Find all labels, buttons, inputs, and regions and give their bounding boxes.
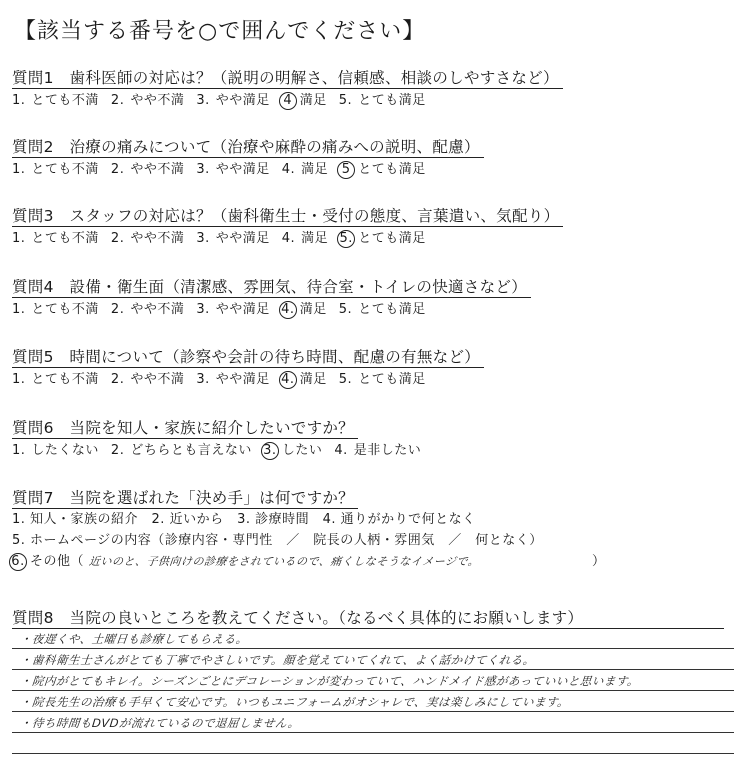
question-7-title: 質問7 当院を選ばれた「決め手」は何ですか？ [12,488,358,509]
option-label: したくない [31,443,99,458]
option-number: 4. [334,443,348,458]
answer-option[interactable] [339,300,426,320]
answer-option[interactable] [340,160,426,180]
option-label: 満足 [299,302,327,317]
selected-circle-mark: 4. [279,301,297,319]
option-number: 3. [196,372,210,387]
question-title: 質問2 治療の痛みについて（治療や麻酔の痛みへの説明、配慮） [12,137,484,158]
option-number: 4. [281,162,296,177]
question-title: 質問3 スタッフの対応は？（歯科衛生士・受付の態度、言葉遣い、気配り） [12,206,563,227]
option-number: 1. [12,162,26,177]
option-label: とても不満 [31,231,99,246]
answer-option[interactable] [282,91,327,111]
question-6 [12,418,734,461]
option-label: 是非したい [353,443,422,458]
option-label: 満足 [301,231,329,246]
question-7 [12,488,734,573]
question-3 [12,206,734,249]
answer-options [12,91,734,111]
answer-option[interactable] [196,370,269,390]
answer-option[interactable] [111,91,184,111]
answer-option[interactable] [196,160,269,180]
option-number: 1. [12,372,26,387]
option-number: 1. [12,443,26,458]
page-title: 【該当する番号を○で囲んでください】 [14,19,426,44]
question-1 [12,68,734,111]
option-label: やや満足 [215,231,270,246]
question-7-other [12,551,734,573]
handwritten-comment: ・夜遅くや、土曜日も診療してもらえる。 [19,632,249,646]
answer-option[interactable] [282,229,328,249]
selected-circle-mark: 5 [337,161,355,179]
question-7-options-line2: 5. ホームページの内容（診療内容・専門性 ／ 院長の人柄・雰囲気 ／ 何となく） [12,533,543,548]
option-number: 4. [281,231,296,246]
question-title: 質問5 時間について（診察や会計の待ち時間、配慮の有無など） [12,347,484,368]
answer-option[interactable] [12,160,99,180]
answer-option[interactable] [111,229,184,249]
handwritten-comment: ・院内がとてもキレイ。シーズンごとにデコレーションが変わっていて、ハンドメイド感があっていいと思います。 [19,674,640,688]
comment-line [12,691,734,712]
selected-circle-mark[interactable]: 6. [9,553,27,571]
comment-line-blank [12,733,734,754]
option-label: とても満足 [358,162,426,177]
handwritten-comment: ・院長先生の治療も手早くて安心です。いつもユニフォームがオシャレで、実は楽しみにしています。 [19,695,570,709]
answer-option[interactable] [196,300,269,320]
option-label: やや満足 [215,372,270,387]
comment-line [12,628,734,649]
comment-line [12,670,734,691]
option-label: とても満足 [358,372,426,387]
answer-option[interactable] [339,91,426,111]
option-label: やや不満 [130,162,185,177]
answer-option[interactable] [111,441,252,461]
answer-option[interactable] [111,160,184,180]
option-number: 2. [110,443,125,458]
option-label: どちらとも言えない [130,443,252,458]
option-number: 2. [110,372,125,387]
answer-option[interactable] [196,91,269,111]
answer-options [12,441,734,461]
option-number: 2. [110,302,125,317]
option-label: とても不満 [31,162,99,177]
option-label: とても不満 [31,372,99,387]
answer-option[interactable] [282,370,327,390]
option-label: やや不満 [130,231,185,246]
answer-option[interactable] [12,229,99,249]
question-title: 質問4 設備・衛生面（清潔感、雰囲気、待合室・トイレの快適さなど） [12,277,531,298]
option-number: 3. [196,162,210,177]
option-label: 満足 [301,162,329,177]
answer-option[interactable] [12,300,99,320]
option-number: 1. [12,231,26,246]
question-title: 質問6 当院を知人・家族に紹介したいですか？ [12,418,358,439]
question-7-options-line1: 1. 知人・家族の紹介 2. 近いから 3. 診療時間 4. 通りがかりで何となく [12,512,476,527]
option-label: やや満足 [215,302,270,317]
option-label: やや不満 [130,302,185,317]
option-label: とても満足 [358,302,426,317]
selected-circle-mark: 4 [279,92,297,110]
option-label: やや満足 [215,162,270,177]
answer-options [12,160,734,180]
option-number: 5. [338,372,353,387]
question-8 [12,608,734,629]
selected-circle-mark: 4. [279,371,297,389]
option-number: 3. [196,93,210,108]
option-label: したい [281,443,323,458]
option-number: 2. [110,93,125,108]
comment-line [12,649,734,670]
answer-option[interactable] [340,229,426,249]
option-number: 1. [12,93,26,108]
answer-options [12,229,734,249]
option-number: 2. [110,231,125,246]
option-number: 2. [110,162,125,177]
option-number: 5. [338,302,353,317]
option-label: とても不満 [31,93,99,108]
question-5 [12,347,734,390]
question-4 [12,277,734,320]
question-2 [12,137,734,180]
question-7-other-close: ） [592,554,606,569]
answer-option[interactable] [12,441,99,461]
comment-lines [12,628,734,754]
option-number: 1. [12,302,26,317]
answer-option[interactable] [196,229,269,249]
option-label: やや不満 [130,372,185,387]
question-8-title: 質問8 当院の良いところを教えてください。（なるべく具体的にお願いします） [12,608,724,629]
answer-option[interactable] [334,441,421,461]
option-number: 5. [338,93,353,108]
handwritten-comment: ・待ち時間もDVDが流れているので退屈しません。 [19,716,301,730]
option-label: とても不満 [31,302,99,317]
option-label: やや満足 [215,93,270,108]
answer-option[interactable] [264,441,323,461]
answer-options [12,300,734,320]
handwritten-comment: ・歯科衛生士さんがとても丁寧でやさしいです。顔を覚えていてくれて、よく話かけてくれる。 [19,653,536,667]
answer-option[interactable] [282,160,328,180]
question-7-other-label: その他（ [30,554,85,569]
selected-circle-mark: 5. [337,230,355,248]
handwritten-other-answer: 近いのと、子供向けの診療をされているので、痛くしなそうなイメージで。 [88,555,480,568]
option-label: 満足 [299,372,327,387]
answer-option[interactable] [339,370,426,390]
selected-circle-mark: 3. [261,442,279,460]
answer-option[interactable] [282,300,327,320]
option-label: 満足 [299,93,327,108]
answer-option[interactable] [111,370,184,390]
option-number: 3. [196,231,210,246]
answer-option[interactable] [12,370,99,390]
option-number: 3. [196,302,210,317]
option-label: とても満足 [358,93,426,108]
comment-line [12,712,734,733]
option-label: やや不満 [130,93,185,108]
answer-options [12,370,734,390]
question-title: 質問1 歯科医師の対応は？（説明の明解さ、信頼感、相談のしやすさなど） [12,68,563,89]
answer-option[interactable] [12,91,99,111]
option-label: とても満足 [358,231,426,246]
answer-option[interactable] [111,300,184,320]
